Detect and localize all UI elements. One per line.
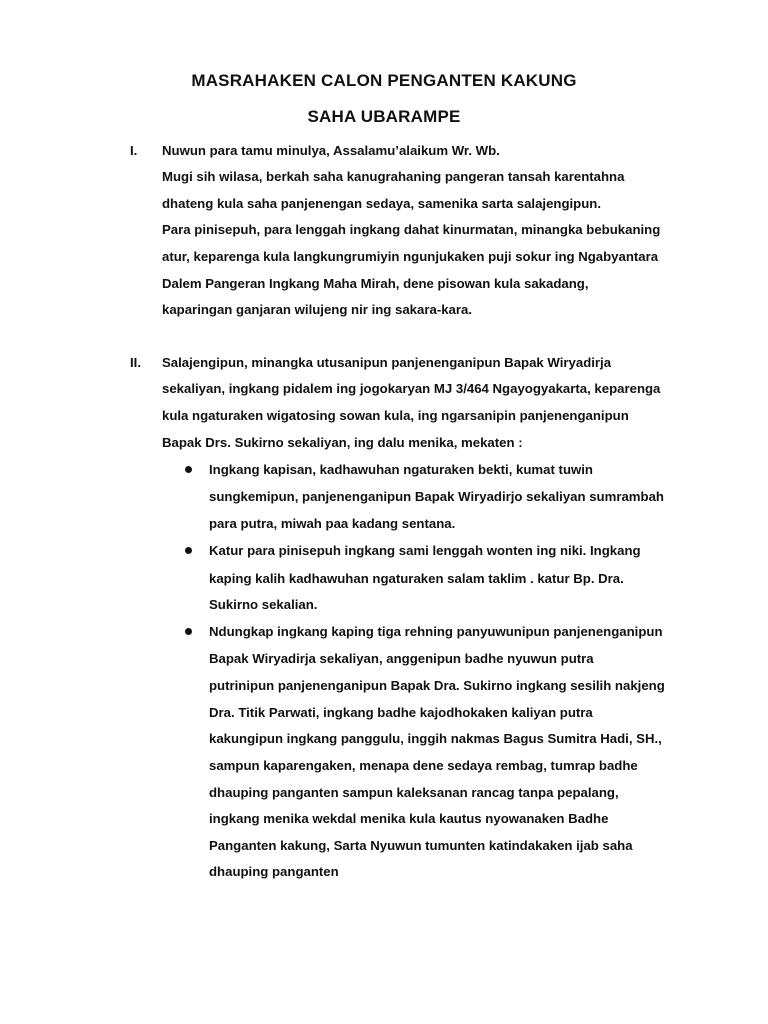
bullet-3-line: kakungipun ingkang panggulu, inggih nakmas Bagus Sumitra Hadi, SH., <box>209 731 662 746</box>
bullet-1-line: sungkemipun, panjenenganipun Bapak Wiryadirjo sekaliyan sumrambah <box>209 489 664 504</box>
section-1-number: I. <box>130 143 138 158</box>
document-title-line-1: MASRAHAKEN CALON PENGANTEN KAKUNG <box>191 71 577 90</box>
section-2-line: Salajengipun, minangka utusanipun panjenenganipun Bapak Wiryadirja <box>162 355 612 370</box>
bullet-3-line: Ndungkap ingkang kaping tiga rehning panyuwunipun panjenenganipun <box>209 624 663 639</box>
bullet-3-line: Dra. Titik Parwati, ingkang badhe kajodhokaken kaliyan putra <box>209 705 593 720</box>
bullet-3-line: ingkang menika wekdal menika kula kautus nyowanaken Badhe <box>209 811 609 826</box>
section-1-line: Mugi sih wilasa, berkah saha kanugrahaning pangeran tansah karentahna <box>162 169 625 184</box>
bullet-3-line: dhauping panganten <box>209 864 339 879</box>
section-1-line: Dalem Pangeran Ingkang Maha Mirah, dene pisowan kula sakadang, <box>162 276 589 291</box>
bullet-3-line: Bapak Wiryadirja sekaliyan, anggenipun badhe nyuwun putra <box>209 651 594 666</box>
section-1-line: Para pinisepuh, para lenggah ingkang dahat kinurmatan, minangka bebukaning <box>162 222 661 237</box>
bullet-2-line: Katur para pinisepuh ingkang sami lenggah wonten ing niki. Ingkang <box>209 543 641 558</box>
bullet-1-line: Ingkang kapisan, kadhawuhan ngaturaken bekti, kumat tuwin <box>209 462 593 477</box>
bullet-3-line: putrinipun panjenenganipun Bapak Dra. Sukirno ingkang sesilih nakjeng <box>209 678 665 693</box>
bullet-3-line: sampun kaparengaken, menapa dene sedaya rembag, tumrap badhe <box>209 758 638 773</box>
section-1-line: Nuwun para tamu minulya, Assalamu’alaikum Wr. Wb. <box>162 143 500 158</box>
bullet-icon <box>185 466 192 473</box>
section-1-line: kaparingan ganjaran wilujeng nir ing sakara-kara. <box>162 302 473 317</box>
section-2-line: kula ngaturaken wigatosing sowan kula, ing ngarsanipin panjenenganipun <box>162 408 629 423</box>
bullet-icon <box>185 547 192 554</box>
section-2-line: Bapak Drs. Sukirno sekaliyan, ing dalu menika, mekaten : <box>162 435 523 450</box>
section-1-line: atur, keparenga kula langkungrumiyin ngunjukaken puji sokur ing Ngabyantara <box>162 249 659 264</box>
bullet-3-line: dhauping panganten sampun kaleksanan rancag tanpa pepalang, <box>209 785 619 800</box>
document-title-line-2: SAHA UBARAMPE <box>307 107 461 126</box>
section-2-line: sekaliyan, ingkang pidalem ing jogokaryan MJ 3/464 Ngayogyakarta, keparenga <box>162 381 661 396</box>
section-2-number: II. <box>130 355 141 370</box>
bullet-3-line: Panganten kakung, Sarta Nyuwun tumunten katindakaken ijab saha <box>209 838 633 853</box>
bullet-1-line: para putra, miwah paa kadang sentana. <box>209 516 456 531</box>
section-1-line: dhateng kula saha panjenengan sedaya, samenika sarta salajengipun. <box>162 196 602 211</box>
bullet-2-line: Sukirno sekalian. <box>209 597 318 612</box>
bullet-2-line: kaping kalih kadhawuhan ngaturaken salam taklim . katur Bp. Dra. <box>209 571 624 586</box>
bullet-icon <box>185 628 192 635</box>
